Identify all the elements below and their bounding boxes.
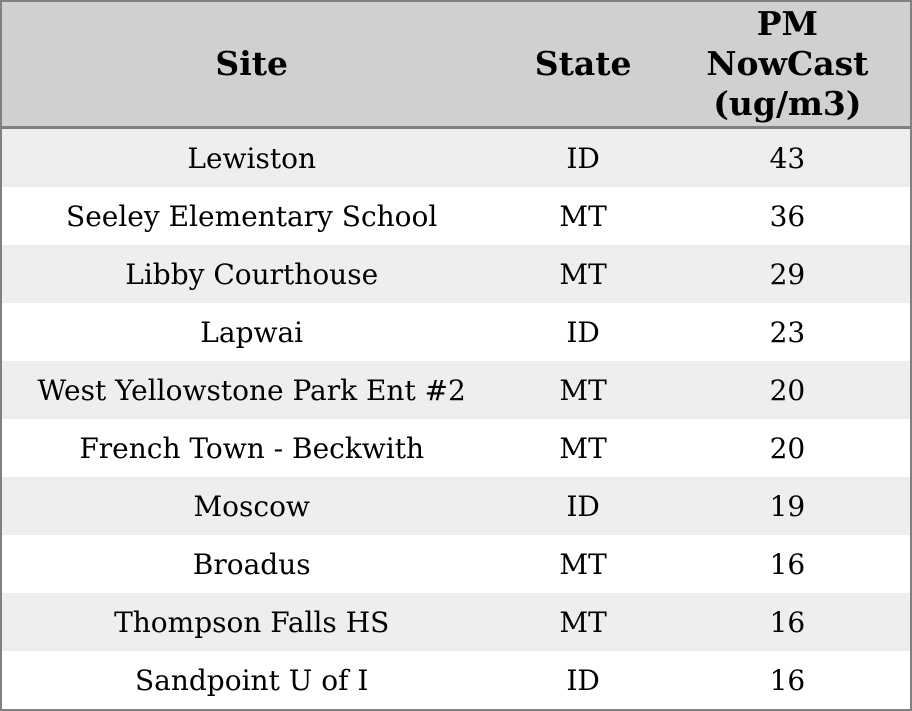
state-cell: ID <box>566 141 600 175</box>
site-cell: Moscow <box>193 489 310 523</box>
column-header-state <box>501 2 664 126</box>
state-cell: MT <box>559 547 607 581</box>
table-row <box>2 129 910 187</box>
site-cell: Broadus <box>192 547 311 581</box>
state-cell: ID <box>566 663 600 697</box>
pm-cell: 16 <box>769 663 806 697</box>
table-row <box>2 651 910 709</box>
table-header-row <box>2 2 910 129</box>
site-cell: Lapwai <box>200 315 304 349</box>
state-cell: MT <box>559 373 607 407</box>
state-cell: MT <box>559 257 607 291</box>
pm-cell: 16 <box>769 605 806 639</box>
pm-cell: 36 <box>769 199 806 233</box>
site-cell: French Town - Beckwith <box>79 431 425 465</box>
pm-cell: 19 <box>769 489 806 523</box>
column-header-pm-nowcast <box>665 2 910 126</box>
column-header-site <box>2 2 501 126</box>
pm-cell: 16 <box>769 547 806 581</box>
site-cell: West Yellowstone Park Ent #2 <box>37 373 466 407</box>
table-row <box>2 477 910 535</box>
table-body <box>2 129 910 709</box>
site-cell: Thompson Falls HS <box>114 605 390 639</box>
column-header-state-label: State <box>534 44 632 83</box>
pm-cell: 43 <box>769 141 806 175</box>
site-cell: Libby Courthouse <box>125 257 379 291</box>
table-row <box>2 361 910 419</box>
pm-cell: 29 <box>769 257 806 291</box>
pm-cell: 20 <box>769 431 806 465</box>
state-cell: MT <box>559 199 607 233</box>
column-header-site-label: Site <box>215 44 288 83</box>
state-cell: ID <box>566 489 600 523</box>
column-header-pm-nowcast-label: PM NowCast (ug/m3) <box>706 4 869 123</box>
table-row <box>2 593 910 651</box>
site-cell: Seeley Elementary School <box>66 199 438 233</box>
site-cell: Sandpoint U of I <box>134 663 369 697</box>
table-row <box>2 419 910 477</box>
table-row <box>2 187 910 245</box>
table-row <box>2 245 910 303</box>
pm-cell: 20 <box>769 373 806 407</box>
state-cell: ID <box>566 315 600 349</box>
pm-cell: 23 <box>769 315 806 349</box>
table-row <box>2 535 910 593</box>
state-cell: MT <box>559 605 607 639</box>
site-cell: Lewiston <box>187 141 316 175</box>
table-row <box>2 303 910 361</box>
state-cell: MT <box>559 431 607 465</box>
